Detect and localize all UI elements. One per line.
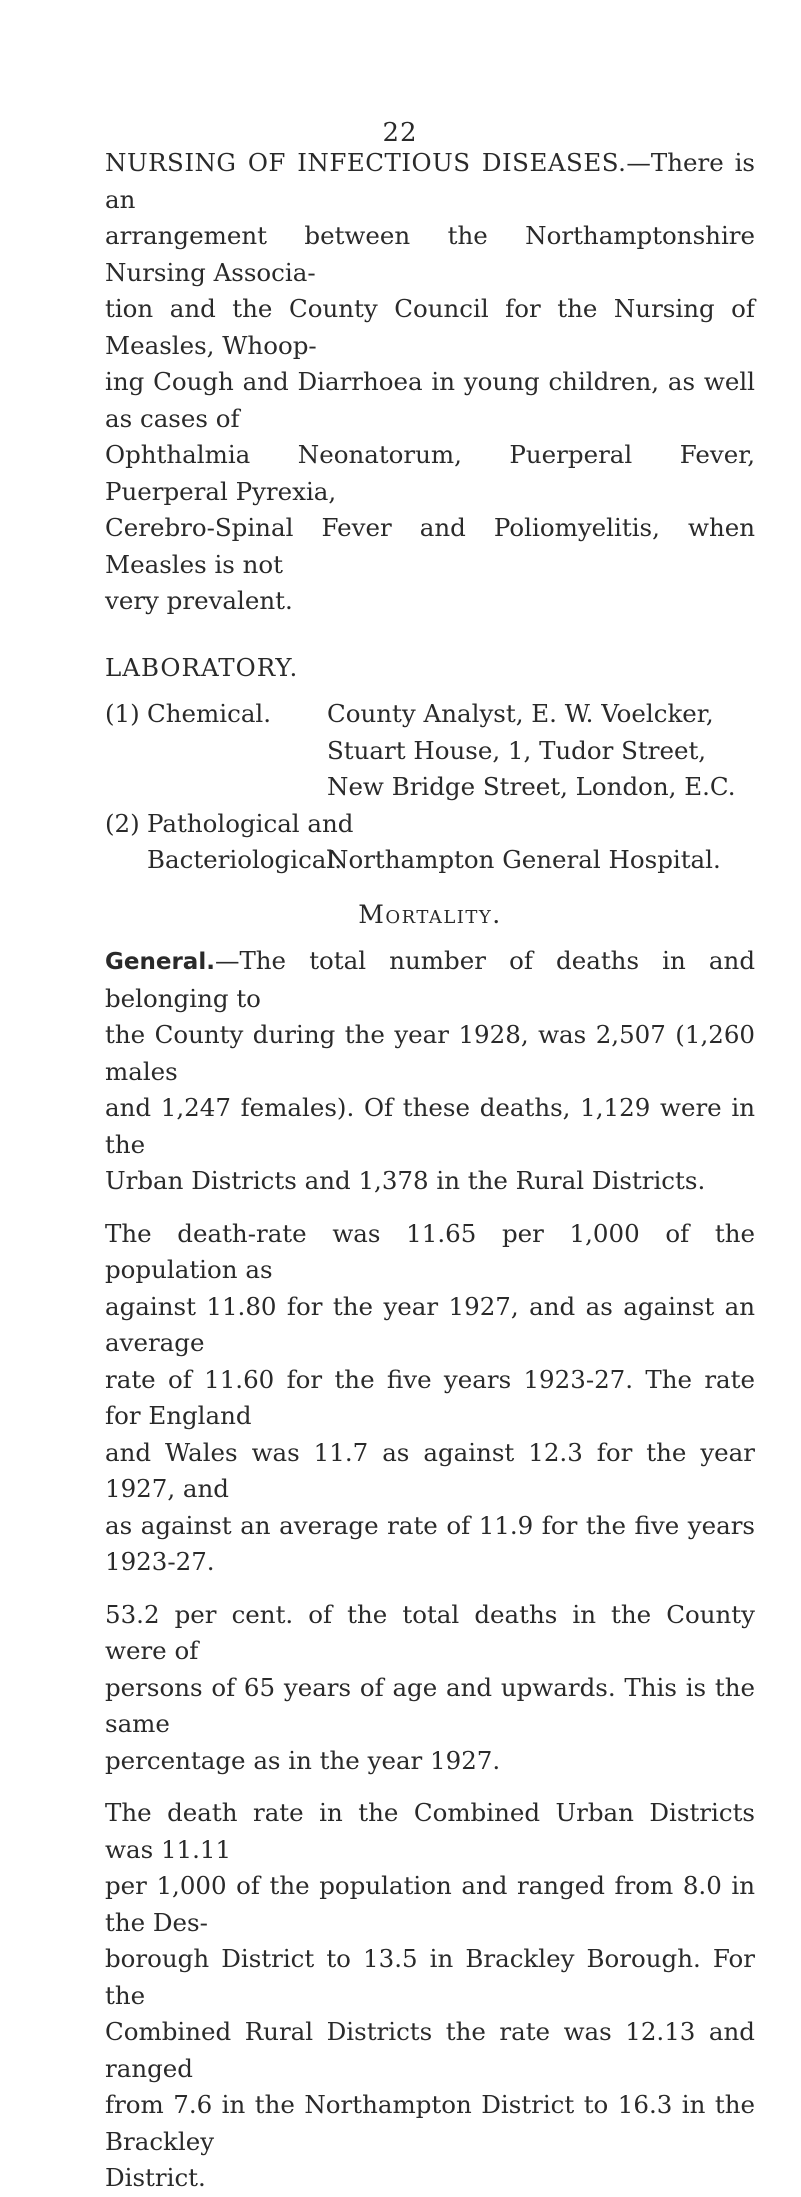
mortality-line: Urban Districts and 1,378 in the Rural Districts. bbox=[105, 1166, 706, 1195]
mortality-line: the County during the year 1928, was 2,507 (1,260 males bbox=[105, 1020, 755, 1086]
laboratory-heading: LABORATORY. bbox=[105, 652, 299, 682]
laboratory-item-value: Northampton General Hospital. bbox=[327, 845, 721, 874]
page-number: 22 bbox=[382, 118, 418, 148]
mortality-line: The death rate in the Combined Urban Districts was 11.11 bbox=[105, 1798, 755, 1864]
nursing-line: tion and the County Council for the Nursing of Measles, Whoop- bbox=[105, 294, 755, 360]
mortality-line: from 7.6 in the Northampton District to 16.3 in the Brackley bbox=[105, 2090, 755, 2156]
mortality-line: Combined Rural Districts the rate was 12.13 and ranged bbox=[105, 2017, 755, 2083]
nursing-line: arrangement between the Northamptonshire Nursing Associa- bbox=[105, 221, 755, 287]
nursing-line: Cerebro-Spinal Fever and Poliomyelitis, when Measles is not bbox=[105, 513, 755, 579]
laboratory-item-value-line: New Bridge Street, London, E.C. bbox=[327, 772, 736, 801]
mortality-heading: Mortality. bbox=[358, 899, 502, 929]
nursing-line: very prevalent. bbox=[105, 586, 293, 615]
mortality-line: as against an average rate of 11.9 for the five years 1923-27. bbox=[105, 1510, 755, 1576]
mortality-line: and Wales was 11.7 as against 12.3 for the year 1927, and bbox=[105, 1437, 755, 1503]
combined-districts-paragraph bbox=[105, 1795, 755, 2197]
laboratory-item-number: (1) bbox=[105, 699, 140, 728]
mortality-line: The death-rate was 11.65 per 1,000 of the population as bbox=[105, 1218, 755, 1284]
laboratory-item-pathological-cont bbox=[105, 842, 755, 879]
mortality-line: rate of 11.60 for the five years 1923-27. The rate for England bbox=[105, 1364, 755, 1430]
mortality-line-text: —The total number of deaths in and belonging to bbox=[105, 946, 755, 1013]
laboratory-item-value: County Analyst, E. W. Voelcker, bbox=[327, 699, 714, 728]
mortality-line: against 11.80 for the year 1927, and as against an average bbox=[105, 1291, 755, 1357]
nursing-line: Ophthalmia Neonatorum, Puerperal Fever, Puerperal Pyrexia, bbox=[105, 440, 755, 506]
laboratory-item-label: Bacteriological. bbox=[147, 845, 343, 874]
nursing-line: —There is an bbox=[105, 148, 755, 214]
laboratory-item-value-line: Stuart House, 1, Tudor Street, bbox=[327, 735, 707, 765]
mortality-line: District. bbox=[105, 2163, 206, 2192]
mortality-line: 53.2 per cent. of the total deaths in the County were of bbox=[105, 1599, 755, 1665]
general-label: General. bbox=[105, 949, 215, 975]
mortality-line: and 1,247 females). Of these deaths, 1,129 were in the bbox=[105, 1093, 755, 1159]
nursing-paragraph bbox=[105, 145, 755, 620]
death-rate-paragraph bbox=[105, 1216, 755, 1581]
laboratory-item-pathological bbox=[105, 806, 755, 843]
mortality-line: per 1,000 of the population and ranged from 8.0 in the Des- bbox=[105, 1871, 755, 1937]
laboratory-item-label: Pathological and bbox=[147, 808, 354, 838]
percentage-paragraph bbox=[105, 1597, 755, 1780]
laboratory-item-chemical bbox=[105, 696, 755, 733]
mortality-line bbox=[105, 943, 755, 1017]
mortality-line: borough District to 13.5 in Brackley Borough. For the bbox=[105, 1944, 755, 2010]
page-content bbox=[105, 145, 755, 2197]
nursing-heading: NURSING OF INFECTIOUS DISEASES. bbox=[105, 148, 627, 177]
mortality-line: percentage as in the year 1927. bbox=[105, 1745, 501, 1775]
mortality-general-paragraph bbox=[105, 943, 755, 1200]
nursing-line: ing Cough and Diarrhoea in young children, as well as cases of bbox=[105, 367, 755, 433]
nursing-first-line bbox=[105, 145, 755, 218]
mortality-line: persons of 65 years of age and upwards. This is the same bbox=[105, 1672, 755, 1738]
laboratory-item-number: (2) bbox=[105, 808, 140, 838]
laboratory-item-label: Chemical. bbox=[147, 699, 272, 728]
laboratory-list bbox=[105, 696, 755, 879]
